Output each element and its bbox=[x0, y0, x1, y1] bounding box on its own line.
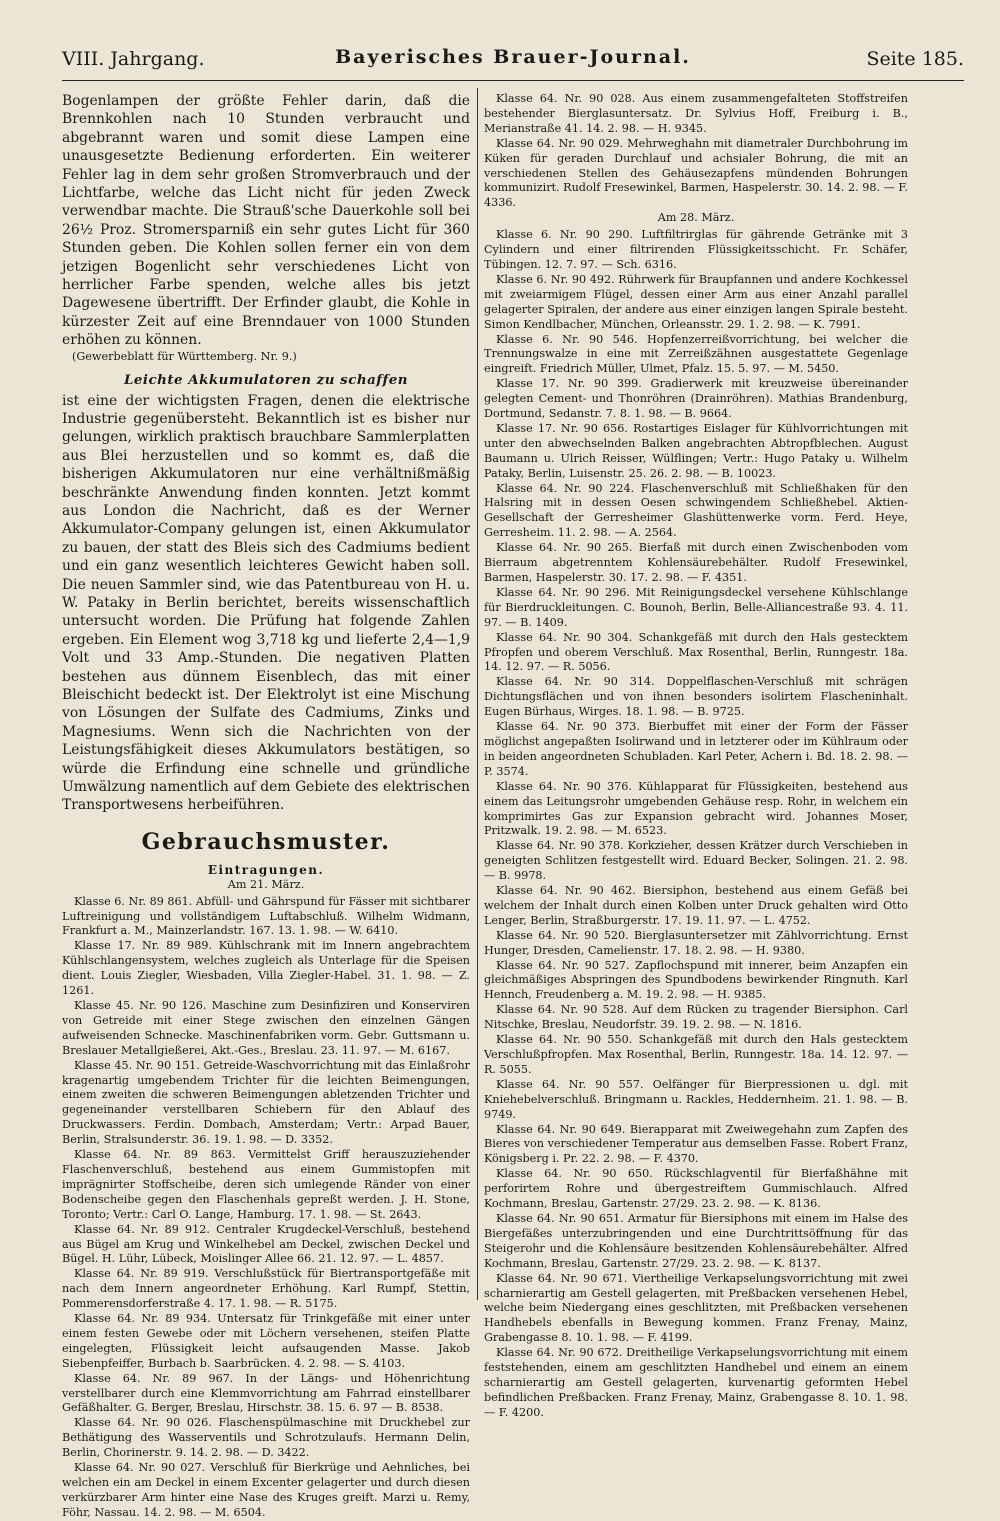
register-entry: Klasse 64. Nr. 90 528. Auf dem Rücken zu tragender Biersiphon. Carl Nitschke, Breslau, Neudorfstr. 39. 19. 2. 98. — N. 1816. bbox=[484, 1003, 908, 1032]
register-entry: Klasse 64. Nr. 90 265. Bierfaß mit durch einen Zwischenboden vom Bierraum abgetrenntem Kohlensäurebehälter. Rudolf Fresewinkel, Barmen, Haspelerstr. 30. 17. 2. 98. — F. 4351. bbox=[484, 541, 908, 584]
register-entry: Klasse 64. Nr. 89 912. Centraler Krugdeckel-Verschluß, bestehend aus Bügel am Krug und Winkelhebel am Deckel, zwischen Deckel und Bügel. H. Lühr, Lübeck, Moislinger Allee 66. 21. 12. 97. — L. 4857. bbox=[62, 1222, 470, 1266]
date-line: Am 21. März. bbox=[227, 877, 305, 891]
register-entry: Klasse 64. Nr. 89 863. Vermittelst Griff herauszuziehender Flaschenverschluß, bestehend aus einem Gummistopfen mit imprägnirter Stoffscheibe, deren sich umlegende Ränder von einer Bodenscheibe gegen den Flaschenhals gepreßt werden. J. H. Stone, Toronto; Vertr.: Carl O. Lange, Hamburg. 17. 1. 98. — St. 2643. bbox=[62, 1148, 470, 1221]
article-paragraph: ist eine der wichtigsten Fragen, denen die elektrische Industrie gegenübersteht. Bekanntlich ist es bisher nur gelungen, wirklich praktisch brauchbare Sammlerplatten aus Blei herzustellen und so kommt es, daß die bisherigen Akkumulatoren nur eine verhältnißmäßig beschränkte Anwendung finden konnten. Jetzt kommt aus London die Nachricht, daß es der Werner Akkumulator-Company gelungen ist, einen Akkumulator zu bauen, der statt des Bleis sich des Cadmiums bedient und ein ganz wesentlich leichteres Gewicht haben soll. Die neuen Sammler sind, wie das Patentbureau von H. u. W. Pataky in Berlin berichtet, bereits wissenschaftlich untersucht worden. Die Prüfung hat folgende Zahlen ergeben. Ein Element wog 3,718 kg und lieferte 2,4—1,9 Volt und 33 Amp.-Stunden. Die negativen Platten bestehen aus dünnem Eisenblech, das mit einer Bleischicht bedeckt ist. Der Elektrolyt ist eine Mischung von Lösungen der Sulfate des Cadmiums, Zinks und Magnesiums. Wenn sich die Nachrichten von der Leistungsfähigkeit dieses Akkumulators bestätigen, so würde die Erfindung eine schnelle und gründliche Umwälzung namentlich auf dem Gebiete des elektrischen Transportwesens herbeiführen. bbox=[62, 392, 470, 814]
register-entry: Klasse 64. Nr. 90 651. Armatur für Biersiphons mit einem im Halse des Biergefäßes unterzubringenden und eine Durchtrittsöffnung für das Steigerohr und die Kohlensäure besitzenden Kohlensäurebehälter. Alfred Kochmann, Breslau, Gartenstr. 27/29. 23. 2. 98. — K. 8137. bbox=[484, 1211, 908, 1270]
register-entry: Klasse 6. Nr. 90 546. Hopfenzerreißvorrichtung, bei welcher die Trennungswalze in eine mit Zerreißzähnen ausgestattete Gegenlage eingreift. Friedrich Müller, Ulmet, Pfalz. 15. 5. 97. — M. 5450. bbox=[484, 332, 908, 376]
volume-label: VIII. Jahrgang. bbox=[62, 48, 205, 70]
article-heading: Leichte Akkumulatoren zu schaffen bbox=[123, 371, 409, 388]
register-entry: Klasse 64. Nr. 90 028. Aus einem zusammengefalteten Stoffstreifen bestehender Bierglasuntersatz. Dr. Sylvius Hoff, Freiburg i. B., Merianstraße 41. 14. 2. 98. — H. 9345. bbox=[484, 92, 908, 135]
header-rule bbox=[62, 80, 964, 81]
register-entry: Klasse 64. Nr. 90 649. Bierapparat mit Zweiwegehahn zum Zapfen des Bieres von verschiedener Temperatur aus demselben Fasse. Robert Franz, Königsberg i. Pr. 22. 2. 98. — F. 4370. bbox=[484, 1122, 908, 1166]
register-entry: Klasse 64. Nr. 90 650. Rückschlagventil für Bierfaßhähne mit perforirtem Rohre und übergestreiftem Gummischlauch. Alfred Kochmann, Breslau, Gartenstr. 27/29. 23. 2. 98. — K. 8136. bbox=[484, 1167, 908, 1211]
register-entry: Klasse 64. Nr. 90 373. Bierbuffet mit einer der Form der Fässer möglichst angepaßten Isolirwand und in letzterer oder im Kühlraum oder in beiden angeordneten Schubladen. Karl Peter, Achern i. Bd. 18. 2. 98. — P. 3574. bbox=[484, 720, 908, 778]
register-entry: Klasse 64. Nr. 90 027. Verschluß für Bierkrüge und Aehnliches, bei welchen ein am Deckel in einem Excenter gelagerter und durch diesen verkürzbarer Arm hinter eine Nase des Kruges greift. Marzi u. Remy, Föhr, Nassau. 14. 2. 98. — M. 6504. bbox=[62, 1461, 470, 1519]
column-divider bbox=[477, 88, 478, 1300]
left-column bbox=[62, 92, 470, 1519]
register-entry: Klasse 6. Nr. 90 492. Rührwerk für Braupfannen und andere Kochkessel mit zweiarmigem Flügel, dessen einer Arm aus einer Anzahl parallel gelagerter Spiralen, der andere aus einer einzigen langen Spirale besteht. Simon Kendlbacher, München, Orleansstr. 29. 1. 2. 98. — K. 7991. bbox=[484, 272, 908, 331]
source-citation: (Gewerbeblatt für Württemberg. Nr. 9.) bbox=[72, 349, 297, 363]
subsection-title: Eintragungen. bbox=[207, 862, 325, 877]
register-entry: Klasse 64. Nr. 90 462. Biersiphon, bestehend aus einem Gefäß bei welchem der Inhalt durch einen Kolben unter Druck gehalten wird Otto Lenger, Berlin, Straßburgerstr. 17. 19. 11. 97. — L. 4752. bbox=[484, 884, 908, 927]
register-entry: Klasse 64. Nr. 90 224. Flaschenverschluß mit Schließhaken für den Halsring mit in dessen Oesen schwingendem Schließhebel. Aktien-Gesellschaft der Gerresheimer Glashüttenwerke vorm. Ferd. Heye, Gerresheim. 11. 2. 98. — A. 2564. bbox=[484, 481, 908, 540]
register-entry: Klasse 64. Nr. 90 520. Bierglasuntersetzer mit Zählvorrichtung. Ernst Hunger, Dresden, Camelienstr. 17. 18. 2. 98. — H. 9380. bbox=[484, 928, 908, 957]
register-entry: Klasse 64. Nr. 89 934. Untersatz für Trinkgefäße mit einer unter einem festen Gewebe oder mit Löchern versehenen, steifen Platte eingelegten, Flüssigkeit leicht aufsaugenden Masse. Jakob Siebenpfeiffer, Burbach b. Saarbrücken. 4. 2. 98. — S. 4103. bbox=[62, 1312, 470, 1370]
register-entry: Klasse 17. Nr. 90 399. Gradierwerk mit kreuzweise übereinander gelegten Cement- und Thonröhren (Drainröhren). Mathias Brandenburg, Dortmund, Sedanstr. 7. 8. 1. 98. — B. 9664. bbox=[484, 377, 908, 421]
page-number: Seite 185. bbox=[866, 48, 964, 70]
register-entry: Klasse 64. Nr. 90 557. Oelfänger für Bierpressionen u. dgl. mit Kniehebelverschluß. Bringmann u. Rackles, Heddernheim. 21. 1. 98. — B. 9749. bbox=[484, 1077, 908, 1121]
register-entry: Klasse 17. Nr. 89 989. Kühlschrank mit im Innern angebrachtem Kühlschlangensystem, welches zugleich als Unterlage für die Speisen dient. Louis Ziegler, Wiesbaden, Villa Ziegler-Habel. 31. 1. 98. — Z. 1261. bbox=[62, 939, 470, 998]
right-column bbox=[484, 92, 908, 1419]
register-entry: Klasse 64. Nr. 90 029. Mehrweghahn mit diametraler Durchbohrung im Küken für geraden Durchlauf und achsialer Bohrung, die mit an verschiedenen Stellen des Gehäusezapfens mündenden Bohrungen kommunizirt. Rudolf Fresewinkel, Barmen, Haspelerstr. 30. 14. 2. 98. — F. 4336. bbox=[484, 136, 908, 210]
page-header bbox=[62, 44, 964, 74]
register-entry: Klasse 64. Nr. 90 376. Kühlapparat für Flüssigkeiten, bestehend aus einem das Leitungsrohr umgebenden Gehäuse resp. Rohr, in welchem ein komprimirtes Gas zur Expansion gebracht wird. Johannes Moser, Pritzwalk. 19. 2. 98. — M. 6523. bbox=[484, 779, 908, 838]
register-entry: Klasse 64. Nr. 89 919. Verschlußstück für Biertransportgefäße mit nach dem Innern angeordneter Erhöhung. Karl Rumpf, Stettin, Pommerensdorferstraße 4. 17. 1. 98. — R. 5175. bbox=[62, 1267, 470, 1311]
register-entry: Klasse 64. Nr. 90 671. Viertheilige Verkapselungsvorrichtung mit zwei scharnierartig am Gestell gelagerten, mit Preßbacken versehenen Hebel, welche beim Niedergang eines geschlitzten, mit Preßbacken versehenen Handhebels ebenfalls in Bewegung kommen. Franz Frenay, Mainz, Grabengasse 8. 10. 1. 98. — F. 4199. bbox=[484, 1271, 908, 1345]
date-line: Am 28. März. bbox=[657, 211, 735, 225]
register-entry: Klasse 64. Nr. 89 967. In der Längs- und Höhenrichtung verstellbarer durch eine Klemmvorrichtung am Fahrrad einstellbarer Gefäßhalter. G. Berger, Breslau, Hirschstr. 38. 15. 6. 97 — B. 8538. bbox=[62, 1371, 470, 1415]
register-entry: Klasse 45. Nr. 90 126. Maschine zum Desinfiziren und Konserviren von Getreide mit einer Stege zwischen den einzelnen Gängen aufweisenden Schnecke. Maschinenfabriken vorm. Gebr. Guttsmann u. Breslauer Metallgießerei, Akt.-Ges., Breslau. 23. 11. 97. — M. 6167. bbox=[62, 999, 470, 1057]
register-entry: Klasse 45. Nr. 90 151. Getreide-Waschvorrichtung mit das Einlaßrohr kragenartig umgebendem Trichter für die leichten Beimengungen, einem zweiten die schweren Beimengungen abletzenden Trichter und gegeneinander verstellbaren Schiebern für den Ablauf des Druckwassers. Ferdin. Dombach, Amsterdam; Vertr.: Arpad Bauer, Berlin, Stralsunderstr. 36. 19. 1. 98. — D. 3352. bbox=[62, 1058, 470, 1147]
register-entry: Klasse 6. Nr. 89 861. Abfüll- und Gährspund für Fässer mit sichtbarer Luftreinigung und vollständigem Luftabschluß. Wilhelm Widmann, Frankfurt a. M., Mainzerlandstr. 167. 13. 1. 98. — W. 6410. bbox=[62, 894, 470, 938]
register-entry: Klasse 64. Nr. 90 378. Korkzieher, dessen Krätzer durch Verschieben in geneigten Schlitzen festgestellt wird. Eduard Becker, Solingen. 21. 2. 98. — B. 9978. bbox=[484, 839, 908, 883]
register-entry: Klasse 64. Nr. 90 304. Schankgefäß mit durch den Hals gestecktem Pfropfen und oberem Verschluß. Max Rosenthal, Berlin, Runngestr. 18a. 14. 12. 97. — R. 5056. bbox=[484, 630, 908, 674]
register-entry: Klasse 64. Nr. 90 314. Doppelflaschen-Verschluß mit schrägen Dichtungsflächen und von ihnen besonders isolirtem Flascheninhalt. Eugen Bürhaus, Wirges. 18. 1. 98. — B. 9725. bbox=[484, 675, 908, 719]
article-paragraph: Bogenlampen der größte Fehler darin, daß die Brennkohlen nach 10 Stunden verbraucht und abgebrannt waren und somit diese Lampen eine unausgesetzte Bedienung erforderten. Ein weiterer Fehler lag in dem sehr großen Stromverbrauch und der Lichtfarbe, welche das Licht nicht für jeden Zweck verwendbar machte. Die Strauß'sche Dauerkohle soll bei 26½ Proz. Stromersparniß ein sehr gutes Licht für 360 Stunden geben. Die Kohlen sollen ferner ein von dem jetzigen Bogenlicht sehr verschiedenes Licht von herrlicher Farbe spenden, welche alles bis jetzt Dagewesene übertrifft. Der Erfinder glaubt, die Kohle in kürzester Zeit auf eine Brenndauer von 1000 Stunden erhöhen zu können. bbox=[62, 93, 470, 349]
register-entry: Klasse 64. Nr. 90 527. Zapflochspund mit innerer, beim Anzapfen ein gleichmäßiges Abspringen des Spundbodens bewirkender Ringnuth. Karl Hennch, Freudenberg a. M. 19. 2. 98. — H. 9385. bbox=[484, 958, 908, 1002]
register-entry: Klasse 17. Nr. 90 656. Rostartiges Eislager für Kühlvorrichtungen mit unter den abwechselnden Balken angebrachten Abtropfblechen. August Baumann u. Ulrich Reisser, Wülflingen; Vertr.: Hugo Pataky u. Wilhelm Pataky, Berlin, Luisenstr. 25. 26. 2. 98. — B. 10023. bbox=[484, 421, 908, 480]
register-entry: Klasse 64. Nr. 90 672. Dreitheilige Verkapselungsvorrichtung mit einem feststehenden, einem am geschlitzten Handhebel und einem an einem scharnierartig am Gestell gelagerten, kurvenartig geformten Hebel befindlichen Preßbacken. Franz Frenay, Mainz, Grabengasse 8. 10. 1. 98. — F. 4200. bbox=[484, 1346, 908, 1419]
register-entry: Klasse 64. Nr. 90 550. Schankgefäß mit durch den Hals gestecktem Verschlußpfropfen. Max Rosenthal, Berlin, Runngestr. 18a. 14. 12. 97. — R. 5055. bbox=[484, 1033, 908, 1076]
register-entry: Klasse 6. Nr. 90 290. Luftfiltrirglas für gährende Getränke mit 3 Cylindern und einer filtrirenden Flüssigkeitsschicht. Fr. Schäfer, Tübingen. 12. 7. 97. — Sch. 6316. bbox=[484, 228, 908, 271]
register-entry: Klasse 64. Nr. 90 296. Mit Reinigungsdeckel versehene Kühlschlange für Bierdruckleitungen. C. Bounoh, Berlin, Belle-Alliancestraße 93. 4. 11. 97. — B. 1409. bbox=[484, 585, 908, 629]
section-title: Gebrauchsmuster. bbox=[141, 828, 391, 855]
journal-title: Bayerisches Brauer-Journal. bbox=[335, 46, 691, 68]
register-entry: Klasse 64. Nr. 90 026. Flaschenspülmaschine mit Druckhebel zur Bethätigung des Wasserventils und Schrotzulaufs. Hermann Delin, Berlin, Chorinerstr. 9. 14. 2. 98. — D. 3422. bbox=[62, 1416, 470, 1460]
